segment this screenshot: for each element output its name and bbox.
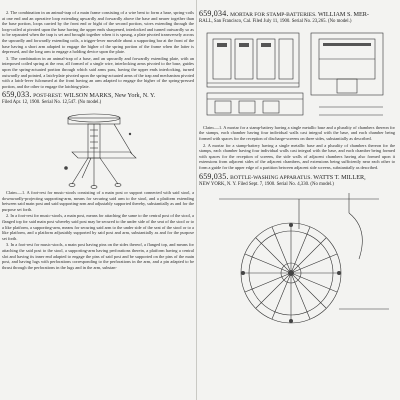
patent-filing-line xyxy=(2,100,194,106)
right-column xyxy=(199,0,395,400)
patent-heading xyxy=(2,91,194,100)
patent-filed: Filed Apr. 12, 1900. xyxy=(2,100,41,106)
patent-serial: Serial No. 23,265. xyxy=(291,19,327,24)
patent-inventor: WATTS T. MILLER, xyxy=(313,173,366,181)
patent-filing-line xyxy=(199,19,395,25)
patent-title: POST-REST. xyxy=(33,93,63,100)
patent-model: (No model.) xyxy=(310,181,334,187)
patent-serial: Serial No. 12,547. (No model.) xyxy=(41,100,102,106)
stamp-mortar-drawing xyxy=(199,27,395,125)
claim-paragraph: 2. In a foot-rest for music-stools, a main post, means for attaching the same to the central post of the stool, a flanged top for said main post whereby said post may be secured to the under side of the seat of the stool or to a like platform, a supporting-arm, means for securing said arm to the under side of the seat of the stool or to a like platform, and a platform adjustably supported by said post and arm, substantially as and for the purpose set forth. xyxy=(2,213,194,241)
foot-rest-drawing xyxy=(2,108,194,190)
patent-inventor: WILLIAM S. MER- xyxy=(317,11,369,18)
claim-paragraph: 3. The combination in an animal-trap of a base, and an upwardly and forwardly extending plate, with an interposed coiled spring at the rear, all formed of a single wire, interlocking arms pivoted to the base, guides upon the spring-actuated portion through which said arms pass, having the upper ends interlocking, turned outwardly and pointed, a latch-plate pivoted upon the spring-actuated arms of the trap and mechanism pivoted with a latch-lever fulcrumed at the front having an arm adapted to engage the higher of the spring-pressed portion, and the other to engage the latching-plate. xyxy=(2,55,194,89)
column-divider xyxy=(196,0,197,400)
patent-heading xyxy=(199,173,395,182)
claim-paragraph: 2. The combination in an animal-trap of a main frame consisting of a wire bent to form a base, spring-coils at one end and an operative loop extending upwardly and forwardly above the base and nearer together than the base portion, loops carried by the front end or bight of the second portion, wires extending through the loop-coiled at pivoted upon the base having the upper ends sharpened, interlocked and turned outwardly so as to be separated when the trap is set and brought together when it is sprung, a plate pivoted transversely across the upwardly and forwardly extending coils, a trigger-lever movable about a supporting bar at the front of the base having a short arm adapted to engage the higher of the spring portion of the frame when the latter is depressed, and the long arm to engage a holding device upon the plate. xyxy=(2,10,194,55)
bottle-washer-drawing xyxy=(199,189,395,329)
patent-filed: Filed Sept. 7, 1900. xyxy=(237,181,276,187)
patent-heading xyxy=(199,10,395,19)
patent-inventor-location: NEW YORK, N. Y. xyxy=(199,181,237,187)
patent-filing-line xyxy=(199,182,395,188)
patent-serial: Serial No. 4,330. xyxy=(276,181,310,187)
claim-paragraph: 3. In a foot-rest for music-stools, a main post having pins on the sides thereof, a flanged top, and means for attaching the said post to the stool, a supporting-arm having perforations therein, a platform having a central slot and having its inner end adapted to engage the pins of said post and be supported on the pins of the main post, and having lugs with perforations corresponding to the perforations in the arm, and a pin adapted to be thrust through the perforations in the lugs and in the arm, substan- xyxy=(2,242,194,270)
patent-number: 659,033. xyxy=(2,90,32,100)
patent-inventor: WILSON MARKS, New York, N. Y. xyxy=(63,92,156,100)
patent-title: BOTTLE-WASHING APPARATUS. xyxy=(230,174,312,181)
claim-paragraph: 2. A mortar for a stamp-battery having a single metallic base and a plurality of chambers thereon for the stamps, each chamber having four individual walls cast integral with the base, and each chamber being formed with spaces for the reception of screens, the side walls of adjacent chambers having also formed upon it extensions from adjacent sides of the adjacent chambers, and extensions being sufficiently near each other to form a guide for the upper edge of a partition between adjacent side screens, substantially as described. xyxy=(199,142,395,170)
patent-inventor-location: RALL, San Francisco, Cal. xyxy=(199,19,252,24)
patent-model: (No model.) xyxy=(327,19,352,24)
left-column xyxy=(2,0,194,400)
claim-paragraph: Claim.—1. A foot-rest for music-stools consisting of a main post or support connected with said stool, a downwardly-projecting supporting-arm, means for securing said arm to the stool, and a platform extending between said main post and said supporting-arm and adjustably supported thereby, substantially as and for the purpose set forth. xyxy=(2,190,194,212)
patent-filed: Filed July 11, 1900. xyxy=(252,19,291,24)
patent-number: 659,035. xyxy=(199,171,229,181)
claim-paragraph: Claim.—1. A mortar for a stamp-battery having a single metallic base and a plurality of chambers thereon for the stamps, each chamber having four individual walls cast integral with the base, and each chamber being formed with spaces for the reception of discharge-screens on three sides, substantially as described. xyxy=(199,124,395,141)
patent-title: MORTAR FOR STAMP-BATTERIES. xyxy=(230,12,317,18)
patent-number: 659,034. xyxy=(199,9,229,18)
